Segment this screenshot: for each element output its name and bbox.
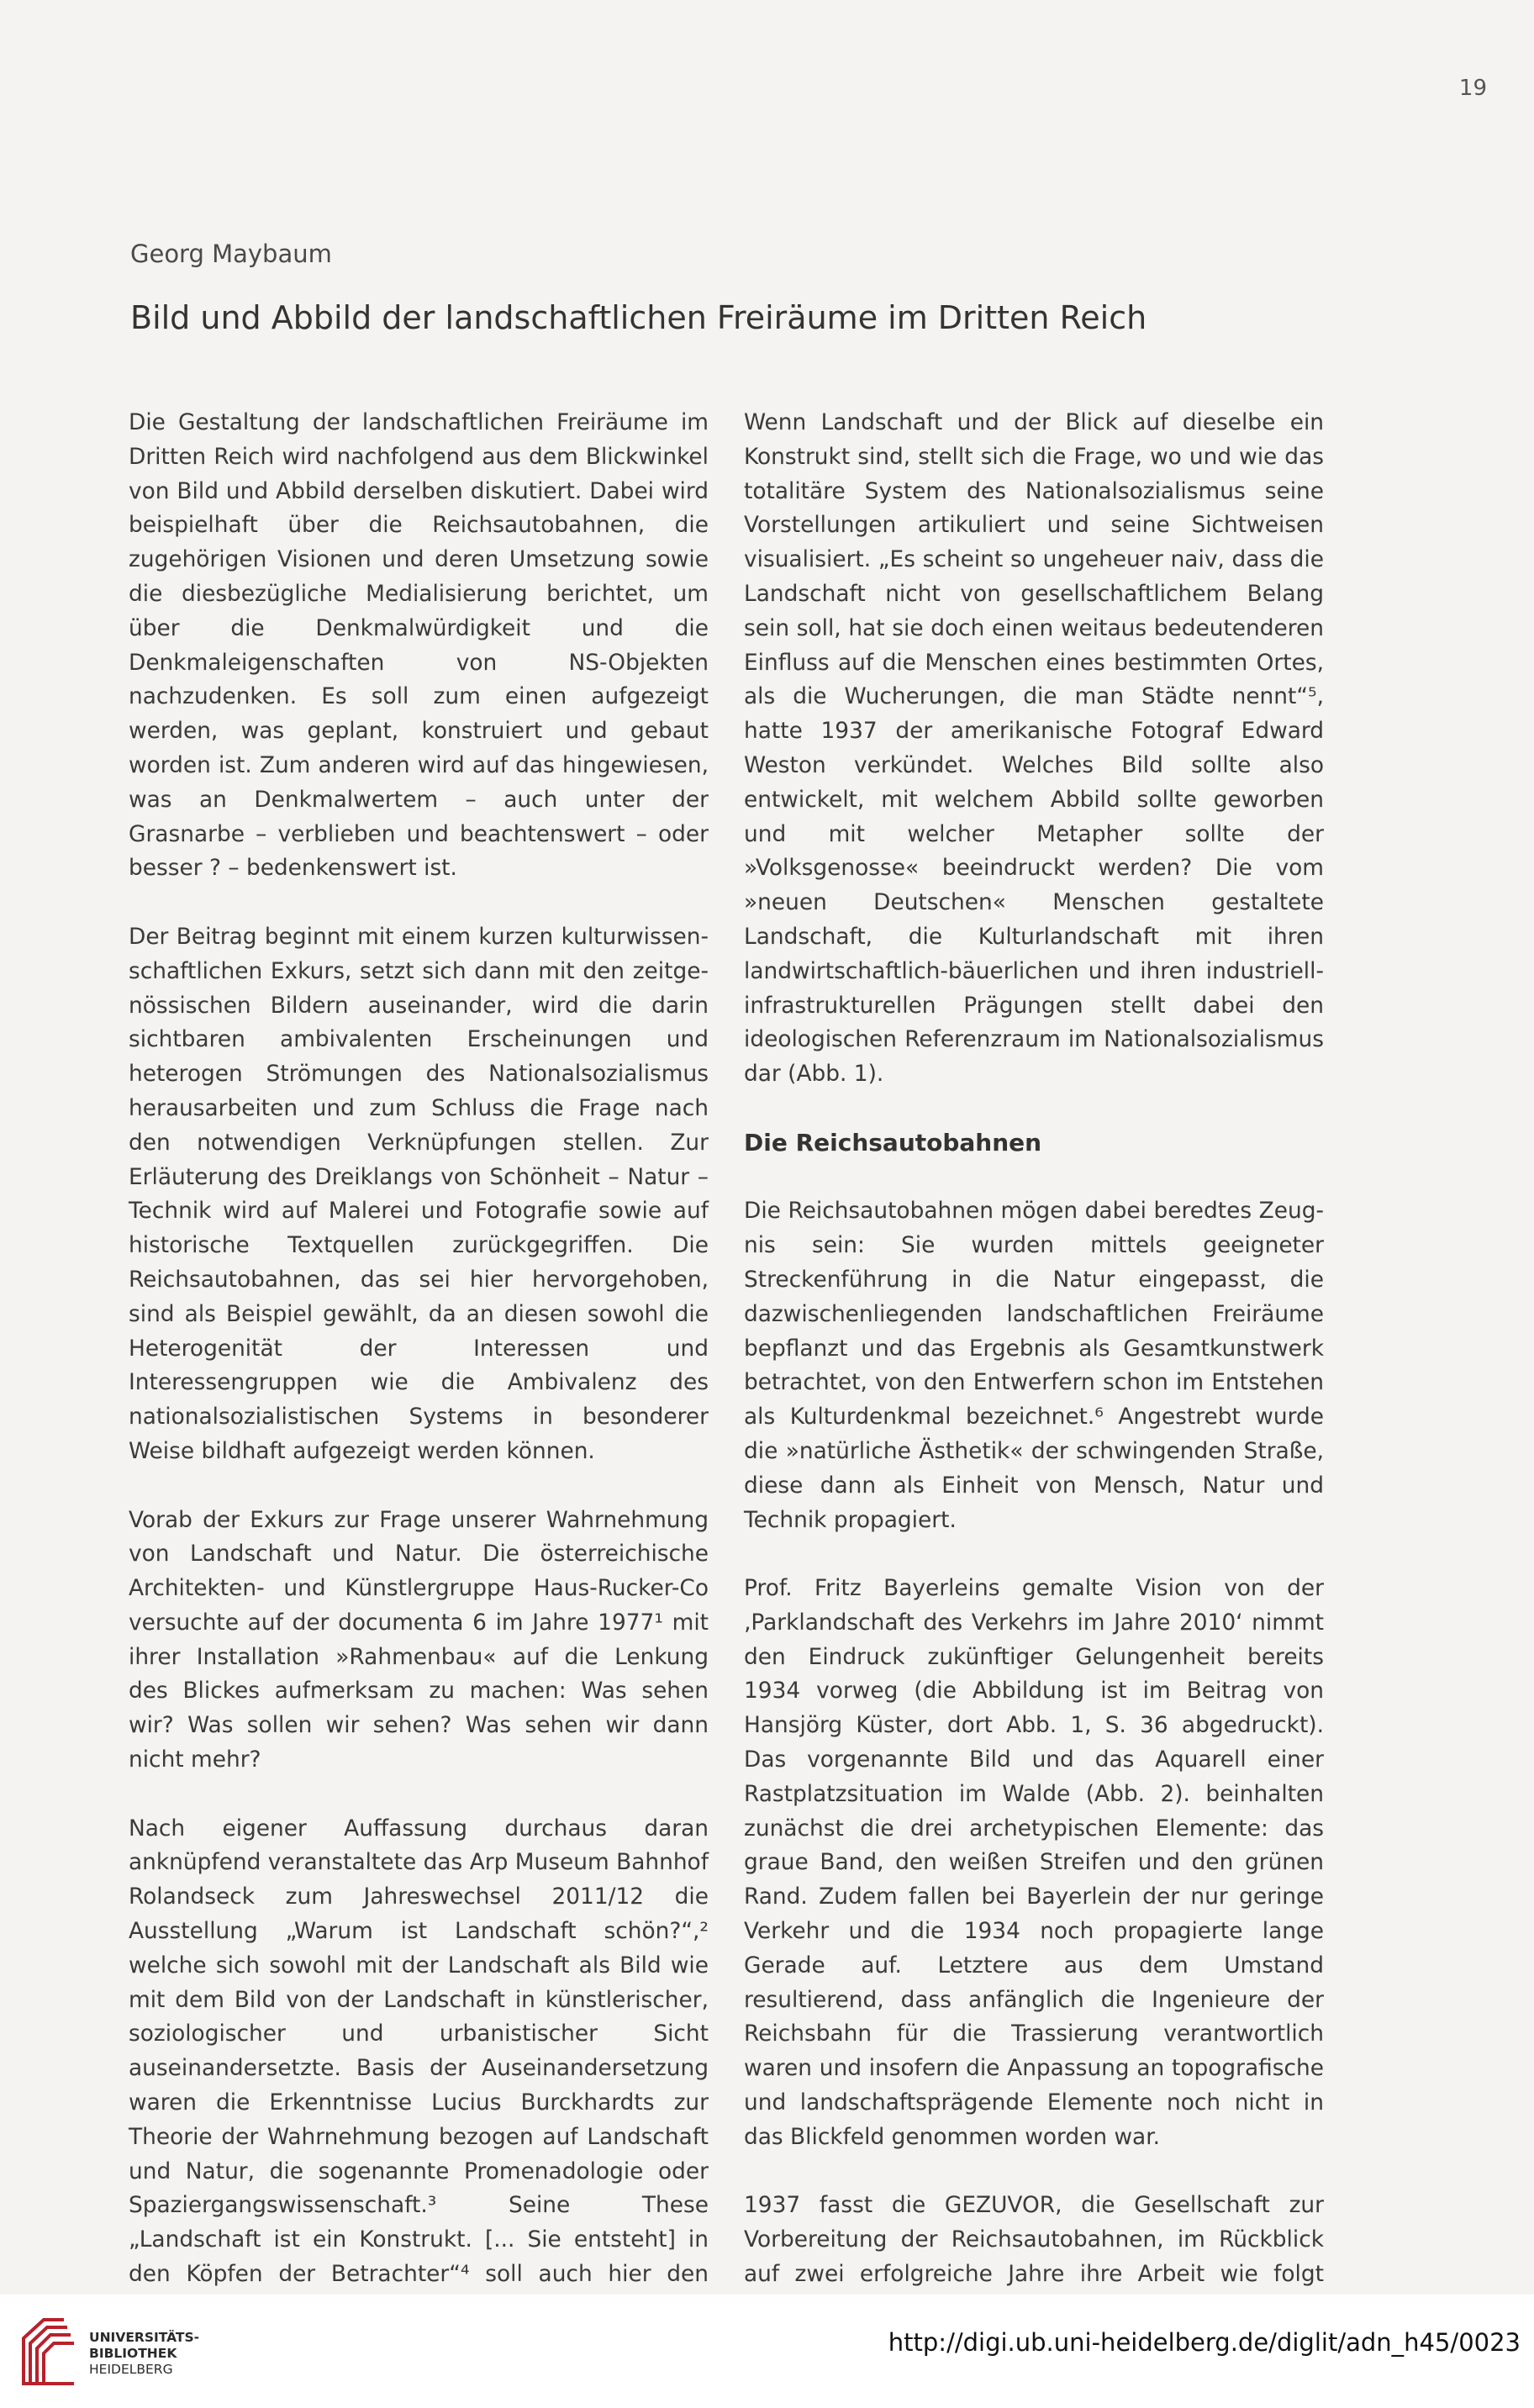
right-column (744, 406, 1324, 2295)
left-column (129, 406, 709, 2295)
paragraph: Nach eigener Auffassung durchaus daran anknüpfend veranstaltete das Arp Museum Bahnhof Rolandseck zum Jahreswechsel 2011/12 die Ausstellung „Warum ist Landschaft schön?“,² welche sich sowohl mit der Landschaft als Bild wie mit dem Bild von der Landschaft in künstlerischer, soziologischer und urbanistischer Sicht auseinandersetzte. Basis der Auseinandersetzung waren die Erkenntnisse Lucius Burckhardts zur Theorie der Wahrnehmung bezogen auf Landschaft und Natur, die sogenannte Promenadologie oder Spaziergangswissenschaft.³ Seine These „Landschaft ist ein Konstrukt. [... Sie entsteht] in den Köpfen der Betrachter“⁴ soll auch hier den (129, 1815, 709, 2288)
paragraph: Die Reichsautobahnen mögen dabei beredtes Zeugnis sein: Sie wurden mittels geeigneter Streckenführung in die Natur eingepasst, die dazwischenliegenden landschaftlichen Freiräume bepflanzt und das Ergebnis als Gesamtkunstwerk betrachtet, von den Entwerfern schon im Entstehen als Kulturdenkmal bezeichnet.⁶ Angestrebt wurde die »natürliche Ästhetik« der schwingenden Straße, diese dann als Einheit von Mensch, Natur und Technik propagiert. (744, 1198, 1324, 1533)
article-title: Bild und Abbild der landschaftlichen Freiräume im Dritten Reich (130, 299, 1147, 336)
page-number: 19 (1458, 76, 1487, 101)
paragraph: Wenn Landschaft und der Blick auf dieselbe ein Konstrukt sind, stellt sich die Frage, wo und wie das totalitäre System des Nationalsozialismus seine Vorstellungen artikuliert und seine Sichtweisen visualisiert. „Es scheint so ungeheuer naiv, dass die Landschaft nicht von gesellschaftlichem Belang sein soll, hat sie doch einen weitaus bedeutenderen Einfluss auf die Menschen eines bestimmten Ortes, als die Wucherungen, die man Städte nennt“⁵, hatte 1937 der amerikanische Fotograf Edward Weston verkündet. Welches Bild sollte also entwickelt, mit welchem Abbild sollte geworben und mit welcher Metapher sollte der »Volksgenosse« beeindruckt werden? Die vom »neuen Deutschen« Menschen gestaltete Landschaft, die Kulturlandschaft mit ihren landwirtschaftlich-bäuerlichen und ihren industriell-infrastrukturellen Prägungen stellt dabei den ideologischen Referenzraum im Nationalsozialismus dar (Abb. 1). (744, 409, 1324, 1088)
paragraph: Vorab der Exkurs zur Frage unserer Wahrnehmung von Landschaft und Natur. Die österreichische Architekten- und Künstlergruppe Haus-Rucker-Co versuchte auf der documenta 6 im Jahre 1977¹ mit ihrer Installation »Rahmenbau« auf die Lenkung des Blickes aufmerksam zu machen: Was sehen wir? Was sollen wir sehen? Was sehen wir dann nicht mehr? (129, 1506, 709, 1773)
section-heading: Die Reichsautobahnen (744, 1128, 1042, 1157)
library-name-line: HEIDELBERG (89, 2362, 173, 2377)
library-name-line: UNIVERSITÄTS- (89, 2330, 200, 2345)
library-logo-icon (18, 2313, 77, 2387)
library-name-line: BIBLIOTHEK (89, 2346, 177, 2361)
paragraph: Prof. Fritz Bayerleins gemalte Vision von der ‚Parklandschaft des Verkehrs im Jahre 2010‘ nimmt den Eindruck zukünftiger Gelungenheit bereits 1934 vorweg (die Abbildung ist im Beitrag von Hansjörg Küster, dort Abb. 1, S. 36 abgedruckt). Das vorgenannte Bild und das Aquarell einer Rastplatzsituation im Walde (Abb. 2). beinhalten zunächst die drei archetypischen Elemente: das graue Band, den weißen Streifen und den grünen Rand. Zudem fallen bei Bayerlein der nur geringe Verkehr und die 1934 noch propagierte lange Gerade auf. Letztere aus dem Umstand resultierend, dass anfänglich die Ingenieure der Reichsbahn für die Trassierung verantwortlich waren und insofern die Anpassung an topografische und landschaftsprägende Elemente noch nicht in das Blickfeld genommen worden war. (744, 1575, 1324, 2150)
paragraph: Die Gestaltung der landschaftlichen Freiräume im Dritten Reich wird nachfolgend aus dem Blickwinkel von Bild und Abbild derselben diskutiert. Dabei wird beispielhaft über die Reichsautobahnen, die zugehörigen Visionen und deren Umsetzung sowie die diesbezügliche Medialisierung berichtet, um über die Denkmalwürdigkeit und die Denkmaleigenschaften von NS-Objekten nachzudenken. Es soll zum einen aufgezeigt werden, was geplant, konstruiert und gebaut worden ist. Zum anderen wird auf das hingewiesen, was an Denkmalwertem – auch unter der Grasnarbe – verblieben und beachtenswert – oder besser ? – bedenkenswert ist. (129, 409, 709, 882)
library-footer (0, 2295, 1534, 2408)
source-url-link[interactable]: http://digi.ub.uni-heidelberg.de/diglit/adn_h45/0023 (888, 2328, 1521, 2357)
paragraph: Der Beitrag beginnt mit einem kurzen kulturwissenschaftlichen Exkurs, setzt sich dann mit den zeitgenössischen Bildern auseinander, wird die darin sichtbaren ambivalenten Erscheinungen und heterogen Strömungen des Nationalsozialismus herausarbeiten und zum Schluss die Frage nach den notwendigen Verknüpfungen stellen. Zur Erläuterung des Dreiklangs von Schönheit – Natur – Technik wird auf Malerei und Fotografie sowie auf historische Textquellen zurückgegriffen. Die Reichsautobahnen, das sei hier hervorgehoben, sind als Beispiel gewählt, da an diesen sowohl die Heterogenität der Interessen und Interessengruppen wie die Ambivalenz des nationalsozialistischen Systems in besonderer Weise bildhaft aufgezeigt werden können. (129, 923, 709, 1464)
author-name: Georg Maybaum (130, 240, 332, 268)
library-name (89, 2330, 199, 2378)
paragraph: 1937 fasst die GEZUVOR, die Gesellschaft zur Vorbereitung der Reichsautobahnen, im Rückblick auf zwei erfolgreiche Jahre ihre Arbeit wie folgt (744, 2192, 1324, 2288)
